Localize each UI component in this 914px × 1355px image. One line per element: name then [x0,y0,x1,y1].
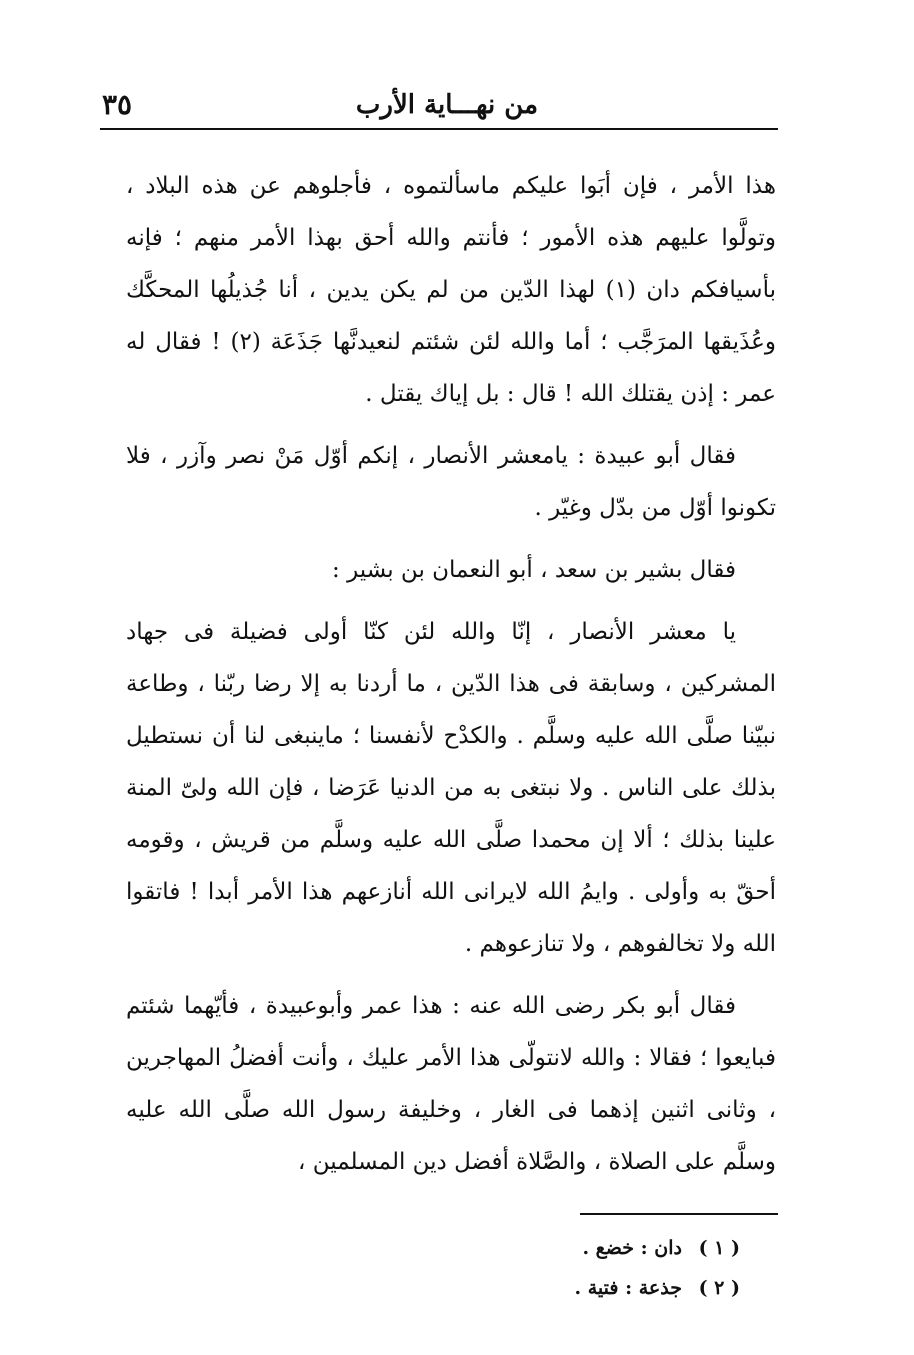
paragraph-5: فقال أبو بكر رضى الله عنه : هذا عمر وأبوعبيدة ، فأيّهما شئتم فبايعوا ؛ فقالا : والله لانتولّى هذا الأمر عليك ، وأنت أفضلُ المهاجرين ، وثانى اثنين إذهما فى الغار ، وخليفة رسول الله صلَّى الله عليه وسلَّم على الصلاة ، والصَّلاة أفضل دين المسلمين ، [126,993,776,1175]
footnote-2 [380,1268,740,1308]
footnote-2-mark: ( ٢ ) [698,1277,740,1299]
body-text [126,160,776,1198]
footnote-2-text: جذعة : فتية . [574,1277,682,1299]
header-rule [100,128,778,130]
footnote-1 [380,1228,740,1268]
page-header [100,84,778,128]
footnote-1-text: دان : خضع . [582,1237,682,1259]
running-title: من نهـــاية الأرب [355,90,538,120]
paragraph-2: فقال أبو عبيدة : يامعشر الأنصار ، إنكم أوّل مَنْ نصر وآزر ، فلا تكونوا أوّل من بدّل وغيّر . [126,443,776,521]
paragraph-4: يا معشر الأنصار ، إنّا والله لئن كنّا أولى فضيلة فى جهاد المشركين ، وسابقة فى هذا الدّين ، ما أردنا به إلا رضا ربّنا ، وطاعة نبيّنا صلَّى الله عليه وسلَّم . والكدْح لأنفسنا ؛ ماينبغى لنا أن نستطيل بذلك على الناس . ولا نبتغى به من الدنيا عَرَضا ، فإن الله ولىّ المنة علينا بذلك ؛ ألا إن محمدا صلَّى الله عليه وسلَّم من قريش ، وقومه أحقّ به وأولى . وايمُ الله لايرانى الله أنازعهم هذا الأمر أبدا ! فاتقوا الله ولا تخالفوهم ، ولا تنازعوهم . [126,619,776,957]
paragraph-1: هذا الأمر ، فإن أبَوا عليكم ماسألتموه ، فأجلوهم عن هذه البلاد ، وتولَّوا عليهم هذه الأمور ؛ فأنتم والله أحق بهذا الأمر منهم ؛ فإنه بأسيافكم دان (١) لهذا الدّين من لم يكن يدين ، أنا جُذيلُها المحكَّك وعُذَيقها المرَجَّب ؛ أما والله لئن شئتم لنعيدنَّها جَذَعَة (٢) ! فقال له عمر : إذن يقتلك الله ! قال : بل إياك يقتل . [126,173,776,407]
page-number: ٣٥ [102,88,133,121]
paragraph-3: فقال بشير بن سعد ، أبو النعمان بن بشير : [332,557,736,583]
footnote-rule [580,1213,778,1215]
footnote-1-mark: ( ١ ) [698,1237,740,1259]
footnotes [380,1228,740,1308]
